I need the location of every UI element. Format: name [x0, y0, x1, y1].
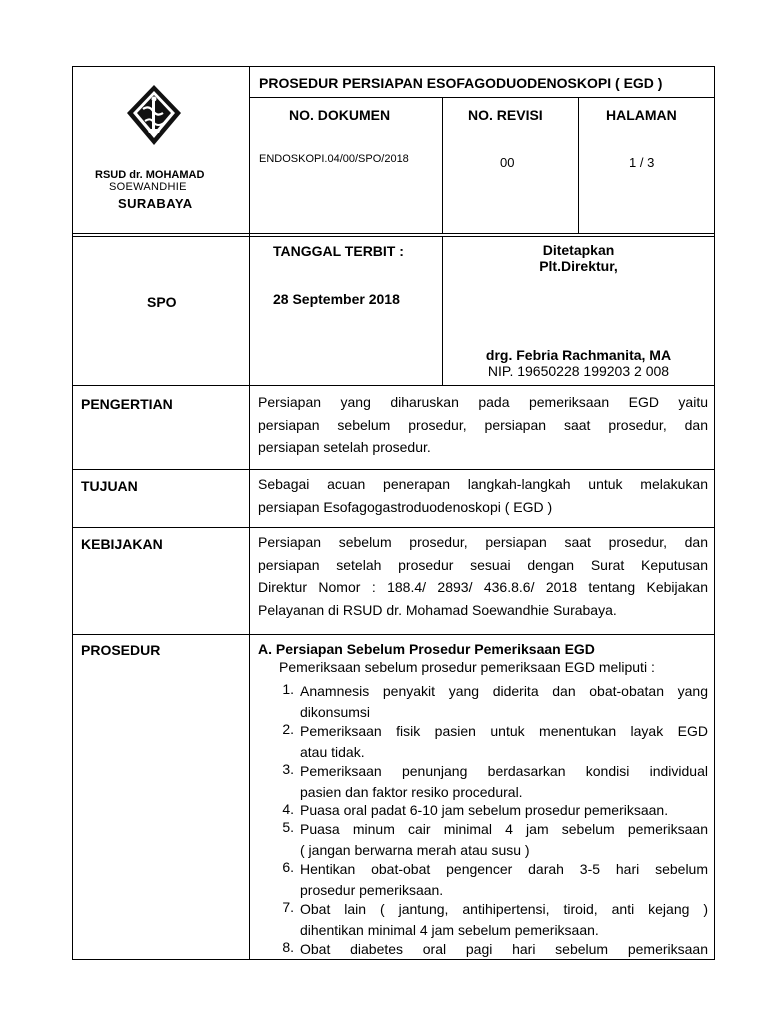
list-item	[272, 899, 708, 939]
page-number-value: 1 / 3	[629, 155, 655, 170]
document-title: PROSEDUR PERSIAPAN ESOFAGODUODENOSKOPI ( EGD )	[259, 75, 663, 91]
list-item-number: 6.	[282, 859, 294, 875]
pengertian-line: Persiapan yang diharuskan pada pemeriksaan EGD yaitu	[258, 394, 708, 410]
prosedur-label: PROSEDUR	[81, 642, 161, 658]
list-item-text-cont: dihentikan minimal 4 jam sebelum pemeriksaan.	[300, 922, 599, 938]
kebijakan-line: Pelayanan di RSUD dr. Mohamad Soewandhie Surabaya.	[258, 601, 617, 618]
list-item	[272, 681, 708, 721]
doc-number-value: ENDOSKOPI.04/00/SPO/2018	[259, 153, 409, 165]
spo-bottom-divider	[73, 385, 714, 386]
list-item-text-cont: prosedur pemeriksaan.	[300, 882, 444, 898]
kebijakan-line: Persiapan sebelum prosedur, persiapan saat prosedur, dan	[258, 534, 708, 550]
list-item-text: Pemeriksaan fisik pasien untuk menentukan layak EGD	[300, 723, 708, 739]
document-page	[72, 66, 715, 960]
tujuan-label: TUJUAN	[81, 478, 138, 494]
tujuan-line: Sebagai acuan penerapan langkah-langkah untuk melakukan	[258, 476, 708, 492]
issue-date-label: TANGGAL TERBIT :	[273, 243, 404, 259]
list-item-text-cont: atau tidak.	[300, 744, 365, 760]
header-bottom-divider	[73, 233, 714, 234]
list-item	[272, 859, 708, 899]
prosedur-heading: A. Persiapan Sebelum Prosedur Pemeriksaan EGD	[258, 641, 595, 657]
revision-number-value: 00	[500, 155, 515, 170]
list-item-text: Puasa oral padat 6-10 jam sebelum prosedur pemeriksaan.	[300, 802, 669, 818]
list-item-number: 2.	[282, 721, 294, 737]
issue-date-value: 28 September 2018	[273, 291, 400, 307]
pengertian-line: persiapan setelah prosedur.	[258, 439, 431, 455]
institution-city: SURABAYA	[118, 196, 193, 211]
list-item-number: 8.	[282, 939, 294, 955]
signer-name: drg. Febria Rachmanita, MA	[485, 347, 672, 363]
pengertian-text	[258, 391, 708, 459]
col-header-page: HALAMAN	[606, 107, 677, 123]
kebijakan-line: Direktur Nomor : 188.4/ 2893/ 436.8.6/ 2018 tentang Kebijakan	[258, 579, 708, 595]
rev-page-divider	[578, 97, 579, 233]
list-item-number: 7.	[282, 899, 294, 915]
kebijakan-text	[258, 531, 708, 621]
list-item	[272, 939, 708, 961]
list-item-text: Puasa minum cair minimal 4 jam sebelum pemeriksaan	[300, 821, 708, 837]
list-item-number: 3.	[282, 761, 294, 777]
doc-rev-divider	[442, 97, 443, 233]
list-item-text: Hentikan obat-obat pengencer darah 3-5 hari sebelum	[300, 861, 708, 877]
list-item-number: 1.	[282, 681, 294, 697]
list-item-text: Obat diabetes oral pagi hari sebelum pemeriksaan	[300, 941, 708, 957]
prosedur-list	[272, 681, 708, 961]
pengertian-bottom-divider	[73, 469, 714, 470]
list-item-text: Obat lain ( jantung, antihipertensi, tiroid, anti kejang )	[300, 901, 708, 917]
list-item-text-cont: ( jangan berwarna merah atau susu )	[300, 842, 530, 858]
kebijakan-bottom-divider	[73, 634, 714, 635]
list-item-text: Pemeriksaan penunjang berdasarkan kondisi individual	[300, 763, 708, 779]
signer-nip: NIP. 19650228 199203 2 008	[487, 363, 670, 379]
list-item	[272, 721, 708, 761]
list-item-text-cont: pasien dan faktor resiko procedural.	[300, 784, 523, 800]
spo-label: SPO	[147, 294, 177, 310]
institution-name-line2: SOEWANDHIE	[109, 181, 187, 193]
institution-name-line1: RSUD dr. MOHAMAD	[95, 169, 205, 181]
list-item	[272, 819, 708, 859]
tujuan-bottom-divider	[73, 527, 714, 528]
kebijakan-line: persiapan setelah prosedur sesuai dengan Surat Keputusan	[258, 556, 708, 573]
header-title-divider	[249, 97, 714, 98]
list-item-text: Anamnesis penyakit yang diderita dan obat-obatan yang	[300, 683, 708, 699]
tujuan-text	[258, 473, 708, 518]
approved-label: Ditetapkan	[542, 242, 615, 258]
approved-title: Plt.Direktur,	[539, 258, 618, 274]
hospital-logo-icon	[123, 83, 185, 147]
pengertian-line: persiapan sebelum prosedur, persiapan saat prosedur, dan	[258, 416, 708, 433]
tujuan-line: persiapan Esofagogastroduodenoskopi ( EGD )	[258, 498, 553, 515]
list-item-number: 4.	[282, 801, 294, 817]
col-header-doc-no: NO. DOKUMEN	[289, 107, 391, 123]
header-bottom-divider-2	[73, 236, 714, 237]
pengertian-label: PENGERTIAN	[81, 396, 173, 412]
list-item-text-cont: dikonsumsi	[300, 704, 371, 720]
list-item-number: 5.	[282, 819, 294, 835]
col-header-rev-no: NO. REVISI	[468, 107, 543, 123]
list-item	[272, 801, 708, 819]
kebijakan-label: KEBIJAKAN	[81, 536, 163, 552]
label-column-divider	[249, 67, 250, 959]
list-item	[272, 761, 708, 801]
prosedur-intro: Pemeriksaan sebelum prosedur pemeriksaan EGD meliputi :	[279, 659, 655, 675]
